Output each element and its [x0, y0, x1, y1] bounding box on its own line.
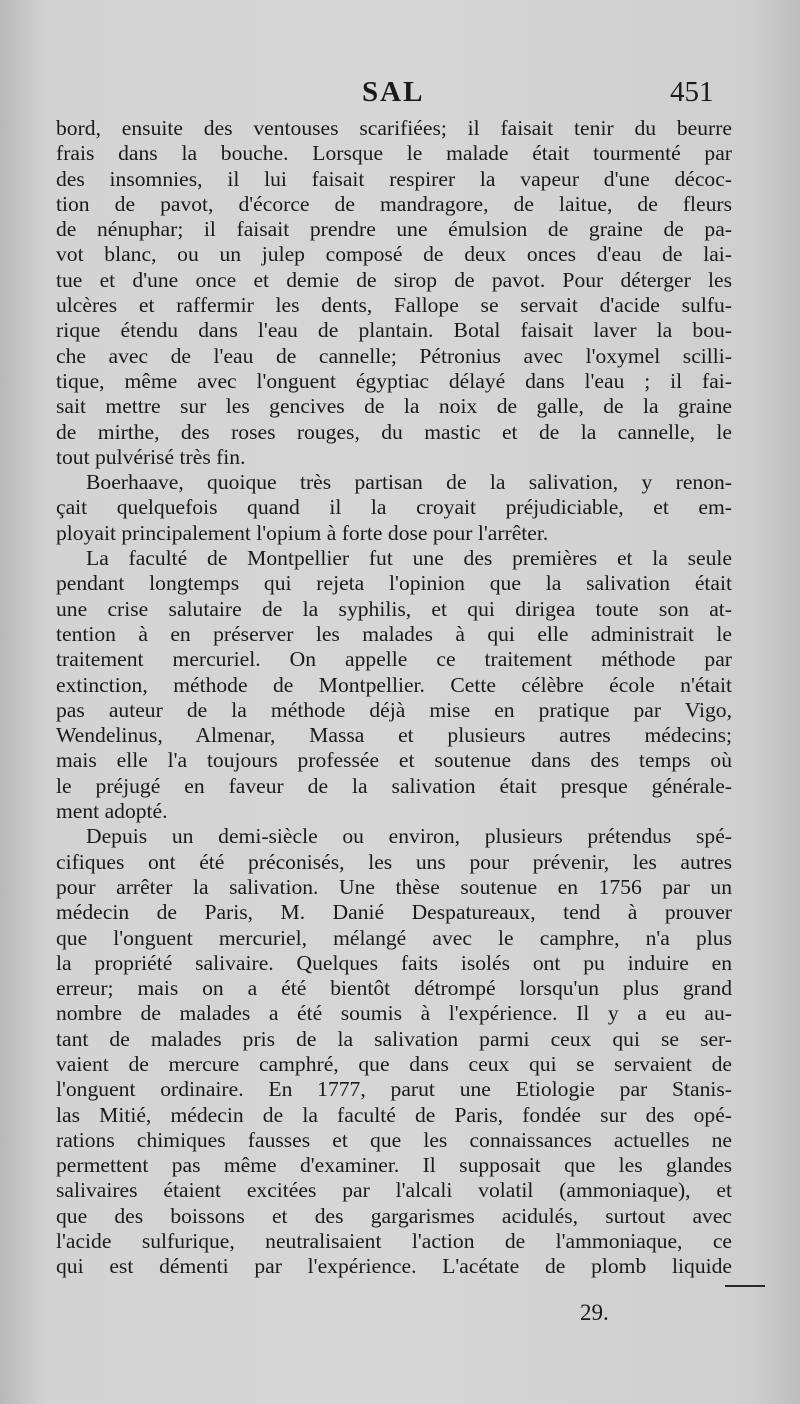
text-line: frais dans la bouche. Lorsque le malade était tourmenté par — [56, 141, 732, 166]
text-line: vaient de mercure camphré, que dans ceux qui se servaient de — [56, 1051, 732, 1076]
text-line: las Mitié, médecin de la faculté de Paris, fondée sur des opé- — [56, 1102, 732, 1127]
text-line: Wendelinus, Almenar, Massa et plusieurs autres médecins; — [56, 723, 732, 748]
text-line: pour arrêter la salivation. Une thèse soutenue en 1756 par un — [56, 874, 732, 899]
text-line: tion de pavot, d'écorce de mandragore, de laitue, de fleurs — [56, 191, 732, 216]
text-line: tout pulvérisé très fin. — [56, 444, 246, 469]
paragraph-3 — [56, 546, 732, 824]
text-line: ployait principalement l'opium à forte dose pour l'arrêter. — [56, 520, 549, 545]
text-line: salivaires étaient excitées par l'alcali volatil (ammoniaque), et — [56, 1178, 732, 1203]
text-line: extinction, méthode de Montpellier. Cette célèbre école n'était — [56, 672, 732, 697]
text-line: mais elle l'a toujours professée et soutenue dans des temps où — [56, 748, 732, 773]
text-line: que l'onguent mercuriel, mélangé avec le camphre, n'a plus — [56, 925, 732, 950]
text-line: vot blanc, ou un julep composé de deux onces d'eau de lai- — [56, 242, 732, 267]
paragraph-1 — [56, 116, 732, 470]
text-line: erreur; mais on a été bientôt détrompé lorsqu'un plus grand — [56, 976, 732, 1001]
text-line: de nénuphar; il faisait prendre une émulsion de graine de pa- — [56, 217, 732, 242]
text-line: pas auteur de la méthode déjà mise en pratique par Vigo, — [56, 697, 732, 722]
body-text — [56, 116, 732, 1280]
signature-mark: 29. — [580, 1300, 609, 1325]
text-line: pendant longtemps qui rejeta l'opinion que la salivation était — [56, 571, 732, 596]
text-line: sait mettre sur les gencives de la noix de galle, de la graine — [56, 394, 732, 419]
running-title: SAL — [362, 76, 425, 108]
text-line: rique étendu dans l'eau de plantain. Botal faisait laver la bou- — [56, 318, 732, 343]
text-line: médecin de Paris, M. Danié Despatureaux, tend à prouver — [56, 900, 732, 925]
text-line: bord, ensuite des ventouses scarifiées; il faisait tenir du beurre — [56, 116, 732, 140]
text-line: La faculté de Montpellier fut une des premières et la seule — [86, 546, 732, 571]
page-number: 451 — [670, 76, 714, 108]
text-line: qui est démenti par l'expérience. L'acétate de plomb liquide — [56, 1254, 732, 1279]
text-line: Boerhaave, quoique très partisan de la salivation, y renon- — [86, 470, 732, 495]
text-line: l'acide sulfurique, neutralisaient l'action de l'ammoniaque, ce — [56, 1229, 732, 1254]
text-line: tique, même avec l'onguent égyptiac délayé dans l'eau ; il fai- — [56, 368, 732, 393]
text-line: des insomnies, il lui faisait respirer la vapeur d'une décoc- — [56, 166, 732, 191]
text-line: ment adopté. — [56, 799, 168, 824]
text-line: tant de malades pris de la salivation parmi ceux qui se ser- — [56, 1026, 732, 1051]
text-line: permettent pas même d'examiner. Il supposait que les glandes — [56, 1153, 732, 1178]
text-line: le préjugé en faveur de la salivation était presque générale- — [56, 773, 732, 798]
paragraph-4 — [56, 824, 732, 1279]
paragraph-2 — [56, 470, 732, 546]
text-line: de mirthe, des roses rouges, du mastic et de la cannelle, le — [56, 419, 732, 444]
text-line: nombre de malades a été soumis à l'expérience. Il y a eu au- — [56, 1001, 732, 1026]
text-line: rations chimiques fausses et que les connaissances actuelles ne — [56, 1127, 732, 1152]
text-line: tue et d'une once et demie de sirop de pavot. Pour déterger les — [56, 267, 732, 292]
running-head — [0, 76, 800, 116]
text-line: che avec de l'eau de cannelle; Pétronius avec l'oxymel scilli- — [56, 343, 732, 368]
text-line: ulcères et raffermir les dents, Fallope se servait d'acide sulfu- — [56, 293, 732, 318]
text-line: tention à en préserver les malades à qui elle administrait le — [56, 621, 732, 646]
text-line: Depuis un demi-siècle ou environ, plusieurs prétendus spé- — [86, 824, 732, 849]
text-line: la propriété salivaire. Quelques faits isolés ont pu induire en — [56, 950, 732, 975]
text-line: cifiques ont été préconisés, les uns pour prévenir, les autres — [56, 849, 732, 874]
text-line: une crise salutaire de la syphilis, et qui dirigea toute son at- — [56, 596, 732, 621]
text-line: que des boissons et des gargarismes acidulés, surtout avec — [56, 1203, 732, 1228]
text-line: traitement mercuriel. On appelle ce traitement méthode par — [56, 647, 732, 672]
text-line: çait quelquefois quand il la croyait préjudiciable, et em- — [56, 495, 732, 520]
text-line: l'onguent ordinaire. En 1777, parut une Etiologie par Stanis- — [56, 1077, 732, 1102]
margin-dash — [725, 1285, 765, 1287]
